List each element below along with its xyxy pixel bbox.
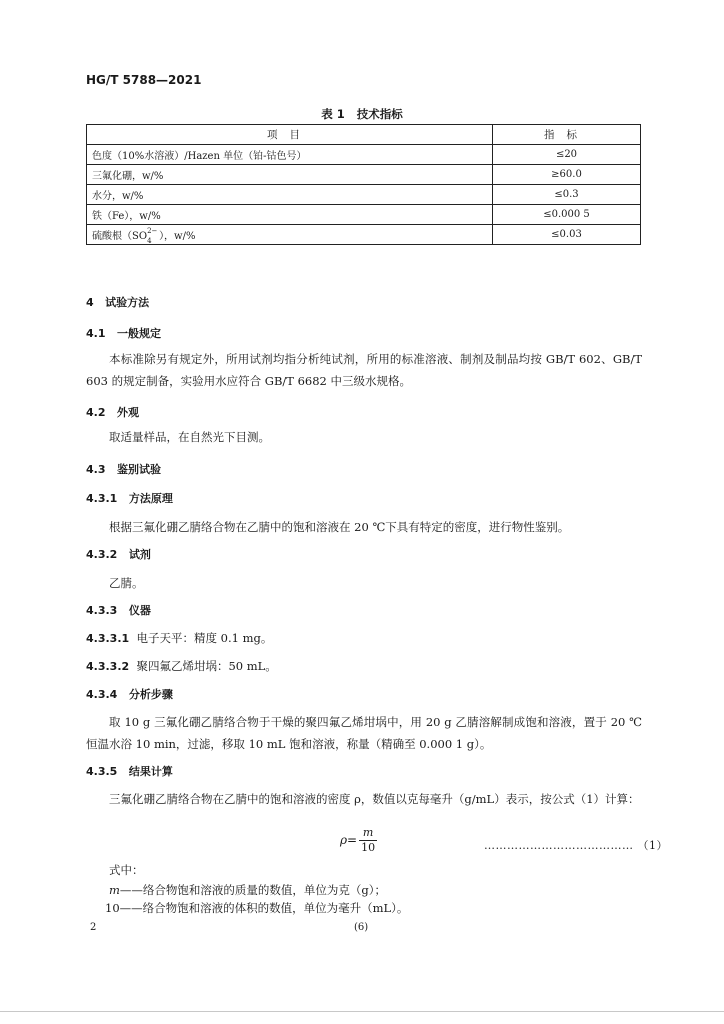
section-heading — [86, 686, 173, 702]
table-header-row — [87, 125, 641, 145]
section-number: 4.3.1 — [86, 492, 118, 505]
spec-table — [86, 124, 641, 245]
section-heading — [86, 404, 139, 420]
clause-line — [86, 658, 277, 674]
table-cell-item: 色度（10%水溶液）/Hazen 单位（铂-钴色号） — [87, 145, 493, 165]
section-paragraph: 根据三氟化硼乙腈络合物在乙腈中的饱和溶液在 20 ℃下具有特定的密度，进行物性鉴别。 — [109, 520, 570, 534]
section-number: 4.2 — [86, 406, 106, 419]
section-title: 鉴别试验 — [117, 463, 161, 476]
sulfate-label: 硫酸根（SO — [92, 231, 148, 242]
variable-description: ——络合物饱和溶液的质量的数值，单位为克（g）； — [119, 883, 387, 897]
col-header-item: 项目 — [87, 125, 493, 145]
formula-lhs: ρ= — [340, 833, 358, 847]
formula-numerator: m — [359, 826, 377, 841]
section-title: 试剂 — [128, 548, 151, 561]
table-cell-item: 三氟化硼，w/% — [87, 165, 493, 185]
section-title: 方法原理 — [128, 492, 173, 505]
clause-number: 4.3.3.2 — [86, 660, 130, 673]
table-title: 表 1 技术指标 — [321, 107, 403, 121]
table-row — [87, 165, 641, 185]
section-title: 试验方法 — [105, 296, 150, 309]
variable-definition — [109, 882, 386, 898]
section-paragraph: 取 10 g 三氟化硼乙腈络合物于干燥的聚四氟乙烯坩埚中，用 20 g 乙腈溶解制成饱和溶液，置于 20 ℃恒温水浴 10 min，过滤，移取 10 mL 饱和溶液，称量（精确至 0.000 1 g）。 — [86, 715, 642, 751]
section-heading — [86, 490, 173, 506]
section-number: 4.1 — [86, 327, 106, 340]
section-title: 一般规定 — [117, 327, 161, 340]
section-heading — [86, 461, 161, 477]
section-paragraph: 三氟化硼乙腈络合物在乙腈中的饱和溶液的密度 ρ，数值以克每毫升（g/mL）表示，按公式（1）计算： — [109, 792, 640, 806]
col-header-index: 指标 — [493, 125, 641, 145]
section-number: 4.3 — [86, 463, 106, 476]
clause-number: 4.3.3.1 — [86, 632, 130, 645]
table-cell-value: ≤0.03 — [493, 225, 641, 245]
table-row — [87, 185, 641, 205]
table-row — [87, 205, 641, 225]
formula-number: （1） — [637, 839, 668, 852]
variable-description: ——络合物饱和溶液的体积的数值，单位为毫升（mL）。 — [119, 901, 409, 915]
page-sequence: (6) — [354, 922, 369, 933]
section-title: 仪器 — [128, 604, 151, 617]
section-paragraph: 乙腈。 — [109, 576, 144, 590]
formula-dots: ………………………………… — [484, 839, 634, 852]
standard-number: HG/T 5788—2021 — [86, 73, 202, 87]
table-cell-value: ≥60.0 — [493, 165, 641, 185]
table-cell-item — [87, 225, 493, 245]
table-cell-item: 水分，w/% — [87, 185, 493, 205]
section-heading — [86, 546, 151, 562]
section-heading — [86, 325, 161, 341]
table-row — [87, 225, 641, 245]
formula-fraction — [359, 826, 377, 855]
page-number: 2 — [90, 922, 97, 933]
variable-symbol: 10 — [105, 901, 120, 915]
variable-symbol: m — [109, 883, 120, 897]
clause-text: 聚四氟乙烯坩埚：50 mL。 — [136, 659, 277, 673]
section-title: 结果计算 — [128, 765, 173, 778]
bottom-rule — [0, 1011, 724, 1012]
section-title: 分析步骤 — [128, 688, 173, 701]
where-label: 式中： — [109, 863, 144, 877]
formula-number-line — [484, 837, 668, 853]
variable-definition — [105, 900, 408, 916]
table-cell-value: ≤20 — [493, 145, 641, 165]
section-paragraph: 取适量样品，在自然光下目测。 — [109, 430, 270, 444]
table-cell-value: ≤0.3 — [493, 185, 641, 205]
table-cell-item: 铁（Fe），w/% — [87, 205, 493, 225]
section-number: 4 — [86, 296, 94, 309]
section-heading — [86, 294, 149, 310]
section-number: 4.3.3 — [86, 604, 118, 617]
sulfate-label-tail: ），w/% — [159, 231, 196, 242]
section-heading — [86, 763, 173, 779]
section-number: 4.3.2 — [86, 548, 118, 561]
section-number: 4.3.4 — [86, 688, 118, 701]
formula — [340, 826, 377, 855]
section-title: 外观 — [117, 406, 139, 419]
table-cell-value: ≤0.000 5 — [493, 205, 641, 225]
sulfate-subscript: 4 — [147, 236, 152, 245]
table-row — [87, 145, 641, 165]
section-paragraph: 本标准除另有规定外，所用试剂均指分析纯试剂，所用的标准溶液、制剂及制品均按 GB/T 602、GB/T 603 的规定制备，实验用水应符合 GB/T 6682 中三级水规格。 — [86, 352, 642, 388]
formula-denominator: 10 — [361, 841, 376, 854]
clause-text: 电子天平：精度 0.1 mg。 — [136, 631, 273, 645]
section-heading — [86, 602, 151, 618]
section-number: 4.3.5 — [86, 765, 118, 778]
clause-line — [86, 630, 272, 646]
sulfate-charge: 2− — [147, 226, 158, 235]
